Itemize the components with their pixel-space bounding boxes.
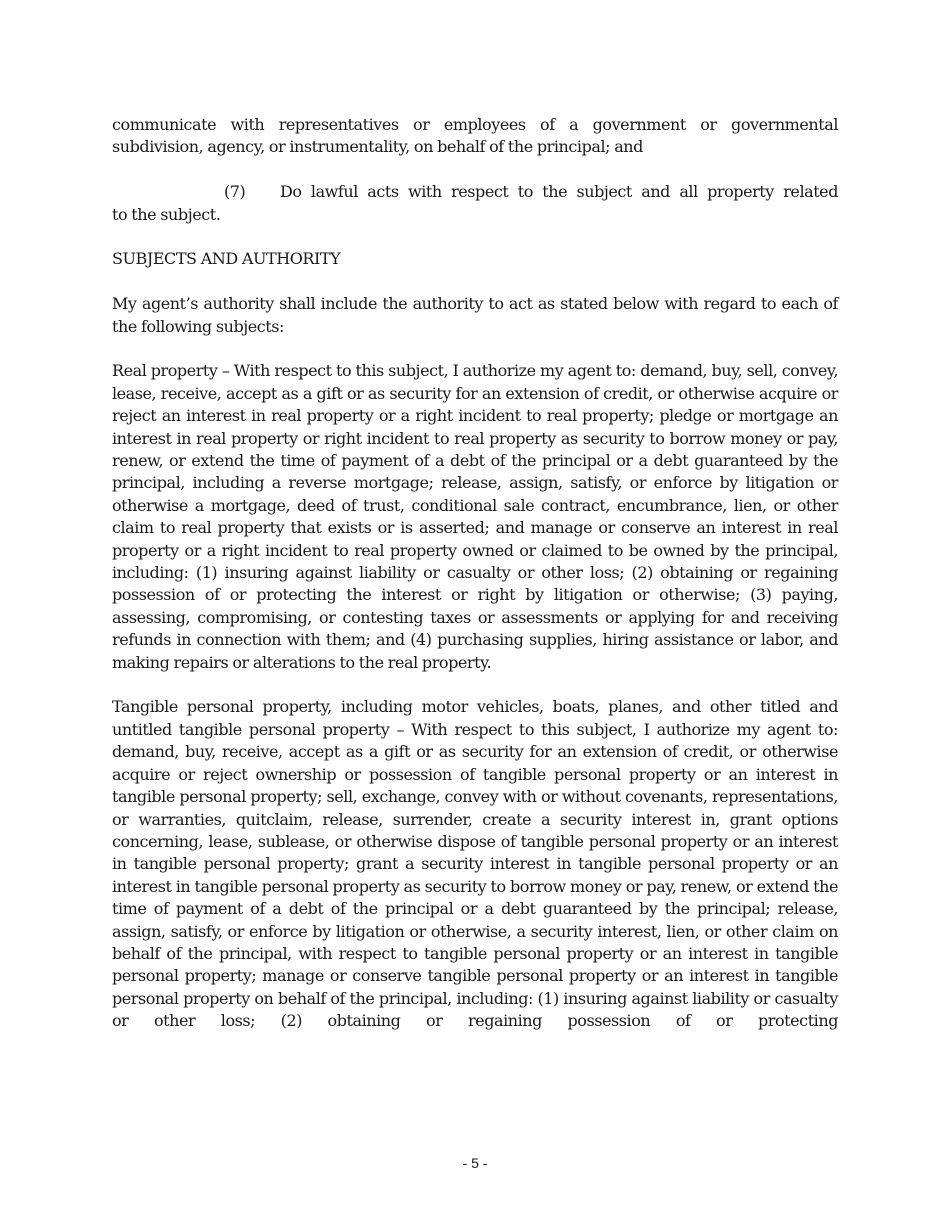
paragraph-tangible-personal-property: Tangible personal property, including motor vehicles, boats, planes, and other titled and untitled tangible personal property – With respect to this subject, I authorize my agent to: demand, buy, receive, accept as a gift or as security for an extension of credit, or otherwise acquire or reject ownership or possession of tangible personal property or an interest in tangible personal property; sell, exchange, convey with or without covenants, representations, or warranties, quitclaim, release, surrender, create a security interest in, grant options concerning, lease, sublease, or otherwise dispose of tangible personal property or an interest in tangible personal property; grant a security interest in tangible personal property or an interest in tangible personal property as security to borrow money or pay, renew, or extend the time of payment of a debt of the principal or a debt guaranteed by the principal; release, assign, satisfy, or enforce by litigation or otherwise, a security interest, lien, or other claim on behalf of the principal, with respect to tangible personal property or an interest in tangible personal property; manage or conserve tangible personal property or an interest in tangible personal property on behalf of the principal, including: (1) insuring against liability or casualty or other loss; (2) obtaining or regaining possession of or protecting [112,697,838,1031]
paragraph-authority-intro: My agent’s authority shall include the authority to act as stated below with regard to each of the following subjects: [112,294,838,336]
list-item-7 [112,181,838,226]
section-heading: SUBJECTS AND AUTHORITY [112,249,341,269]
page-number: - 5 - [462,1155,488,1171]
list-item-number: (7) [224,182,246,202]
document-body [112,114,838,1055]
list-item-text-continued: to the subject. [112,204,221,224]
paragraph-real-property: Real property – With respect to this subject, I authorize my agent to: demand, buy, sell, convey, lease, receive, accept as a gift or as security for an extension of credit, or otherwise acquire or reject an interest in real property or a right incident to real property; pledge or mortgage an interest in real property or right incident to real property as security to borrow money or pay, renew, or extend the time of payment of a debt of the principal or a debt guaranteed by the principal, including a reverse mortgage; release, assign, satisfy, or enforce by litigation or otherwise a mortgage, deed of trust, conditional sale contract, encumbrance, lien, or other claim to real property that exists or is asserted; and manage or conserve an interest in real property or a right incident to real property owned or claimed to be owned by the principal, including: (1) insuring against liability or casualty or other loss; (2) obtaining or regaining possession of or protecting the interest or right by litigation or otherwise; (3) paying, assessing, compromising, or contesting taxes or assessments or applying for and receiving refunds in connection with them; and (4) purchasing supplies, hiring assistance or labor, and making repairs or alterations to the real property. [112,361,838,672]
list-item-text: Do lawful acts with respect to the subject and all property related [280,182,838,202]
paragraph-continuation: communicate with representatives or employees of a government or governmental subdivision, agency, or instrumentality, on behalf of the principal; and [112,115,838,157]
